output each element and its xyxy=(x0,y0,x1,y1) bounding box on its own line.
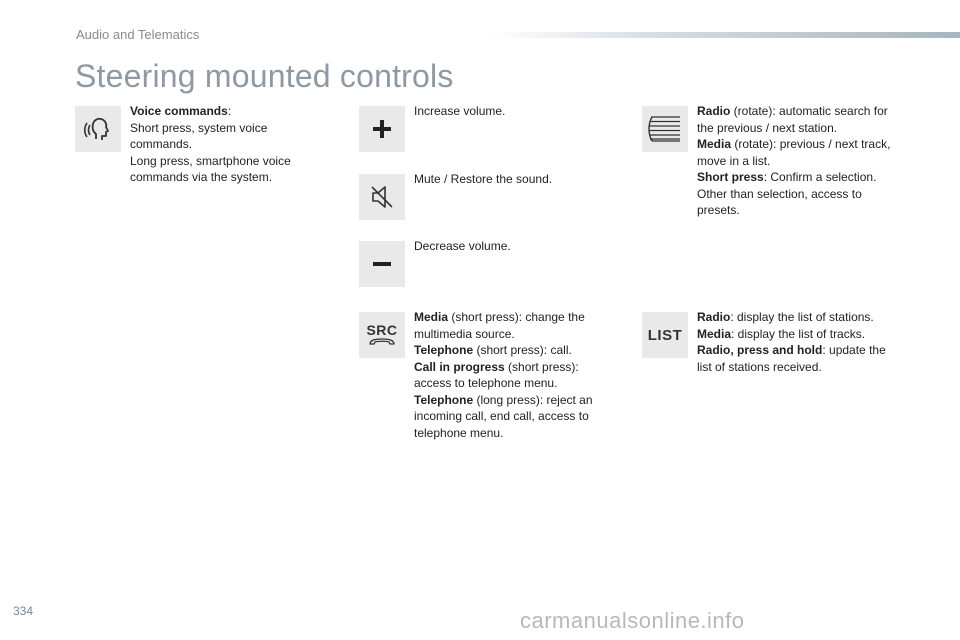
section-header: Audio and Telematics xyxy=(76,27,200,42)
list-line-2: Radio, press and hold: update the list of stations received. xyxy=(697,343,886,374)
src-phone-icon xyxy=(359,312,405,358)
volume-up-description: Increase volume. xyxy=(414,104,506,118)
wheel-line-0: Radio (rotate): automatic search for the previous / next station. xyxy=(697,104,888,135)
wheel-line-2: Short press: Confirm a selection. Other than selection, access to presets. xyxy=(697,170,877,217)
list-line-0: Radio: display the list of stations. xyxy=(697,310,874,324)
voice-line-0: Voice commands: xyxy=(130,104,232,118)
page-number: 334 xyxy=(13,604,34,618)
src-icon-label: SRC xyxy=(366,322,398,338)
phone-icon xyxy=(367,337,397,347)
src-line-1: Telephone (short press): call. xyxy=(414,343,572,357)
list-icon-label: LIST xyxy=(647,326,683,344)
plus-icon xyxy=(359,106,405,152)
mute-description: Mute / Restore the sound. xyxy=(414,172,553,186)
wheel-line-1: Media (rotate): previous / next track, move in a list. xyxy=(697,137,891,168)
src-description xyxy=(414,309,604,441)
list-description xyxy=(697,309,902,375)
thumbwheel-icon xyxy=(642,106,688,152)
voice-command-description xyxy=(130,103,310,186)
src-line-3: Telephone (long press): reject an incoming call, end call, access to telephone menu. xyxy=(414,392,593,440)
mute-icon xyxy=(359,174,405,220)
list-line-1: Media: display the list of tracks. xyxy=(697,326,866,341)
thumbwheel-description xyxy=(697,103,902,219)
watermark: carmanualsonline.info xyxy=(520,608,745,633)
volume-down-description: Decrease volume. xyxy=(414,239,511,253)
voice-command-icon xyxy=(75,106,121,152)
voice-line-2: Long press, smartphone voice commands via the system. xyxy=(130,153,291,184)
src-line-2: Call in progress (short press): access to telephone menu. xyxy=(414,359,579,390)
src-line-0: Media (short press): change the multimedia source. xyxy=(414,310,585,341)
header-rule xyxy=(490,32,960,38)
minus-icon xyxy=(359,241,405,287)
list-icon xyxy=(642,312,688,358)
page-title: Steering mounted controls xyxy=(75,58,454,94)
voice-line-1: Short press, system voice commands. xyxy=(130,120,268,151)
